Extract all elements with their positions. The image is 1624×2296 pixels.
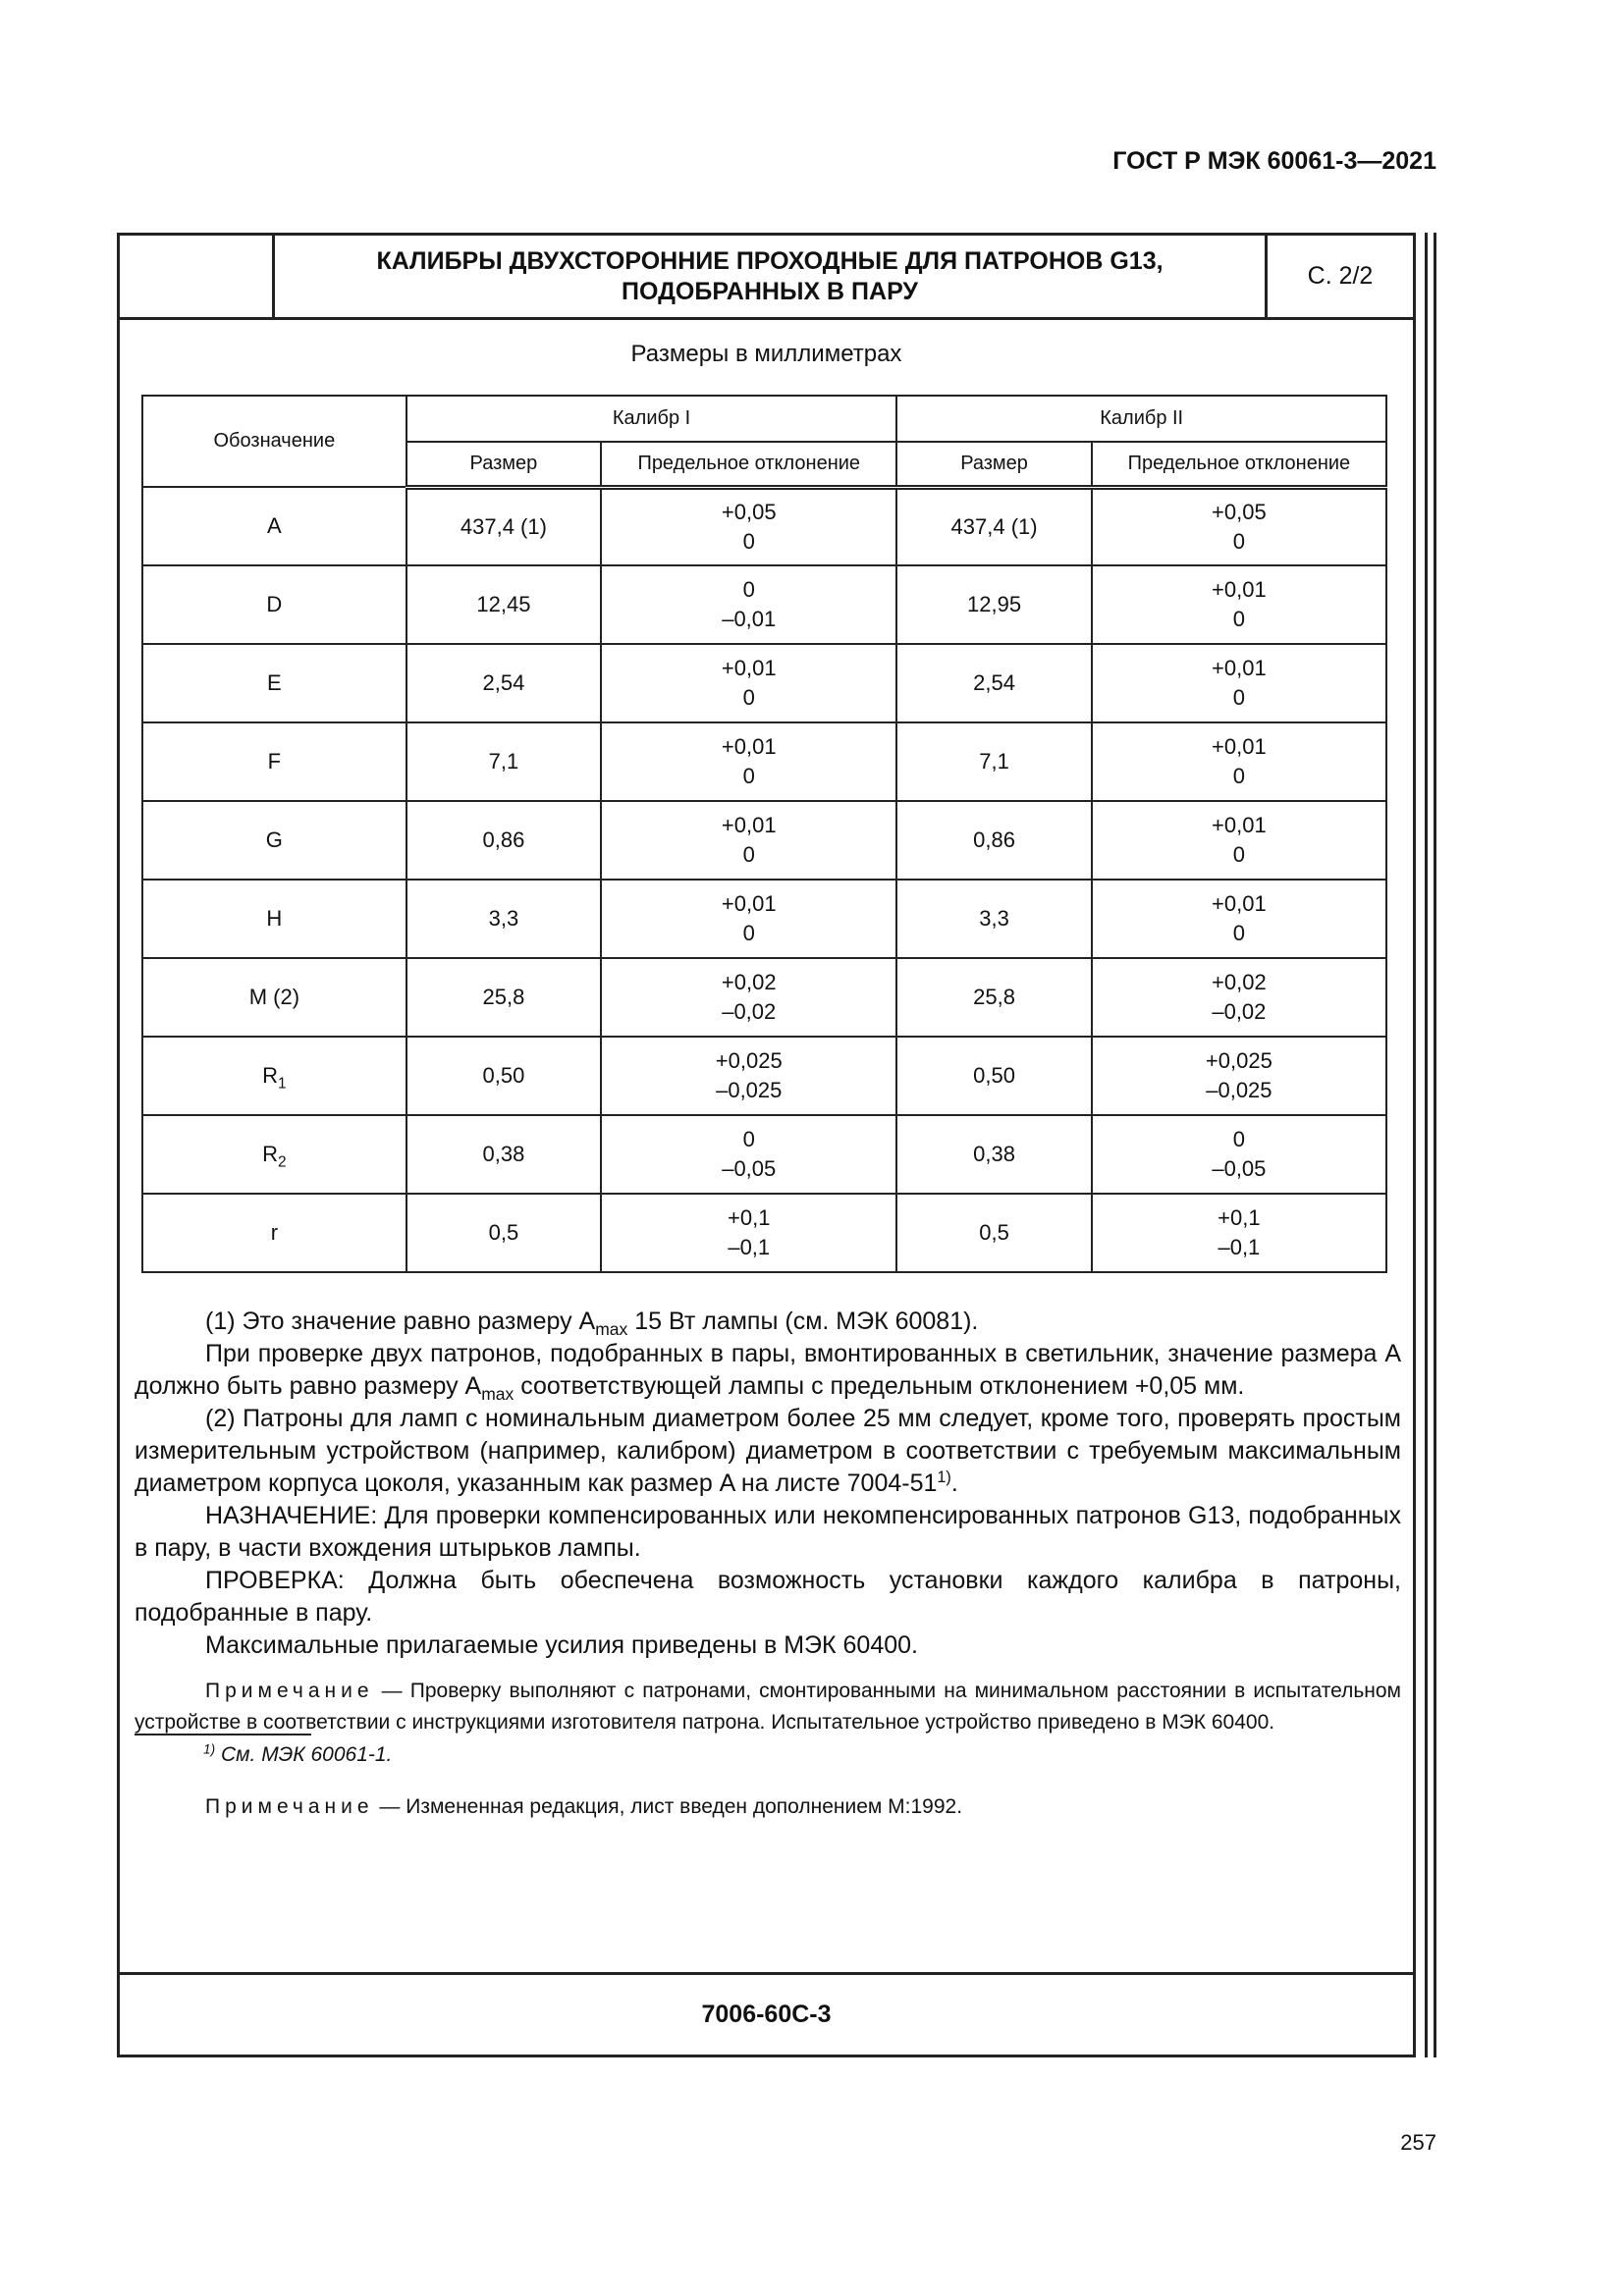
sheet-title (275, 236, 1265, 317)
forces-text: Максимальные прилагаемые усилия приведены в МЭК 60400. (205, 1631, 918, 1659)
tolerance-cell: +0,025 –0,025 (1092, 1037, 1386, 1115)
sheet-title-line-2: ПОДОБРАННЫХ В ПАРУ (622, 277, 918, 305)
footnote-rule (135, 1734, 311, 1735)
designation-cell: D (142, 565, 406, 644)
table-row (142, 487, 1386, 565)
tolerance-cell: +0,01 0 (1092, 644, 1386, 722)
tolerance-cell: +0,05 0 (1092, 487, 1386, 565)
page-number: 257 (1400, 2130, 1436, 2155)
title-left-cell (120, 236, 275, 317)
size-cell: 437,4 (1) (896, 487, 1091, 565)
sheet-code: 7006-60С-3 (120, 1972, 1413, 2055)
tolerance-cell: +0,01 0 (1092, 565, 1386, 644)
tolerance-cell: +0,01 0 (601, 801, 896, 880)
margin-line-2 (1434, 233, 1436, 2057)
note-1-continued: При проверке двух патронов, подобранных в пары, вмонтированных в светильник, значение размера A должно быть равно размеру $A_{max}$ соответствующей лампы с предельным отклонением +0,05 мм. (135, 1340, 1401, 1405)
size-cell: 0,86 (896, 801, 1091, 880)
table-row (142, 880, 1386, 958)
table-row (142, 1037, 1386, 1115)
gauge-1-size-header: Размер (406, 442, 601, 487)
size-cell: 7,1 (896, 722, 1091, 801)
sheet-number: С. 2/2 (1265, 236, 1413, 317)
tolerance-cell: +0,01 0 (601, 880, 896, 958)
dimensions-table (141, 395, 1387, 1273)
gauge-1-tolerance-header: Предельное отклонение (601, 442, 896, 487)
note-1: (1) Это значение равно размеру $A_{max}$ 15 Вт лампы (см. МЭК 60081). (205, 1308, 979, 1340)
table-row (142, 644, 1386, 722)
tolerance-cell: +0,01 0 (601, 644, 896, 722)
tolerance-cell: 0 –0,01 (601, 565, 896, 644)
sheet-frame (117, 233, 1416, 2057)
table-row (142, 958, 1386, 1037)
table-row (142, 722, 1386, 801)
check-text: ПРОВЕРКА: Должна быть обеспечена возможность установки каждого калибра в патроны, подобранные в пару. (135, 1567, 1401, 1627)
gauge-2-header: Калибр II (896, 396, 1386, 442)
tolerance-cell: +0,1 –0,1 (1092, 1194, 1386, 1272)
tolerance-cell: +0,1 –0,1 (601, 1194, 896, 1272)
tolerance-cell: +0,01 0 (1092, 722, 1386, 801)
size-cell: 12,45 (406, 565, 601, 644)
standard-designation: ГОСТ Р МЭК 60061-3—2021 (1112, 147, 1436, 175)
designation-cell: $R_1$ (142, 1037, 406, 1115)
remark-2: Примечание — Измененная редакция, лист введен дополнением M:1992. (205, 1795, 963, 1818)
size-cell: 25,8 (896, 958, 1091, 1037)
gauge-2-size-header: Размер (896, 442, 1091, 487)
table-row (142, 1115, 1386, 1194)
size-cell: 0,50 (896, 1037, 1091, 1115)
tolerance-cell: +0,01 0 (601, 722, 896, 801)
tolerance-cell: +0,02 –0,02 (601, 958, 896, 1037)
gauge-1-header: Калибр I (406, 396, 897, 442)
purpose-text: НАЗНАЧЕНИЕ: Для проверки компенсированных или некомпенсированных патронов G13, подобранных в пару, в части вхождения штырьков лампы. (135, 1502, 1401, 1562)
tolerance-cell: +0,025 –0,025 (601, 1037, 896, 1115)
tolerance-cell: +0,01 0 (1092, 801, 1386, 880)
designation-header: Обозначение (142, 396, 406, 487)
size-cell: 0,38 (896, 1115, 1091, 1194)
designation-cell: M (2) (142, 958, 406, 1037)
gauge-2-tolerance-header: Предельное отклонение (1092, 442, 1386, 487)
size-cell: 0,86 (406, 801, 601, 880)
units-caption: Размеры в миллиметрах (630, 341, 902, 367)
size-cell: 3,3 (896, 880, 1091, 958)
sheet-title-line-1: КАЛИБРЫ ДВУХСТОРОННИЕ ПРОХОДНЫЕ ДЛЯ ПАТРОНОВ G13, (376, 246, 1164, 275)
size-cell: 12,95 (896, 565, 1091, 644)
title-block (120, 236, 1413, 320)
designation-cell: H (142, 880, 406, 958)
margin-line-1 (1425, 233, 1428, 2057)
size-cell: 25,8 (406, 958, 601, 1037)
dimensions-table-body (142, 487, 1386, 1272)
designation-cell: r (142, 1194, 406, 1272)
remark-1: Примечание — Проверку выполняют с патронами, смонтированными на минимальном расстоянии в испытательном устройстве в соответствии с инструкциями изготовителя патрона. Испытательное устройство приведено в МЭК 60400. (135, 1680, 1401, 1734)
tolerance-cell: +0,01 0 (1092, 880, 1386, 958)
size-cell: 0,5 (406, 1194, 601, 1272)
size-cell: 2,54 (406, 644, 601, 722)
designation-cell: $R_2$ (142, 1115, 406, 1194)
designation-cell: G (142, 801, 406, 880)
size-cell: 7,1 (406, 722, 601, 801)
size-cell: 437,4 (1) (406, 487, 601, 565)
designation-cell: E (142, 644, 406, 722)
designation-cell: A (142, 487, 406, 565)
table-row (142, 1194, 1386, 1272)
tolerance-cell: 0 –0,05 (601, 1115, 896, 1194)
designation-cell: F (142, 722, 406, 801)
size-cell: 3,3 (406, 880, 601, 958)
tolerance-cell: +0,05 0 (601, 487, 896, 565)
size-cell: 0,50 (406, 1037, 601, 1115)
tolerance-cell: 0 –0,05 (1092, 1115, 1386, 1194)
tolerance-cell: +0,02 –0,02 (1092, 958, 1386, 1037)
table-row (142, 801, 1386, 880)
note-2: (2) Патроны для ламп с номинальным диаметром более 25 мм следует, кроме того, проверять простым измерительным устройством (например, калибром) диаметром в соответствии с требуемым максимальным диаметром корпуса цоколя, указанным как размер A на листе 7004-51$^{1)}$. (135, 1405, 1401, 1497)
footnote: $^{1)}$ См. МЭК 60061-1. (203, 1741, 393, 1766)
size-cell: 0,5 (896, 1194, 1091, 1272)
size-cell: 2,54 (896, 644, 1091, 722)
size-cell: 0,38 (406, 1115, 601, 1194)
table-row (142, 565, 1386, 644)
